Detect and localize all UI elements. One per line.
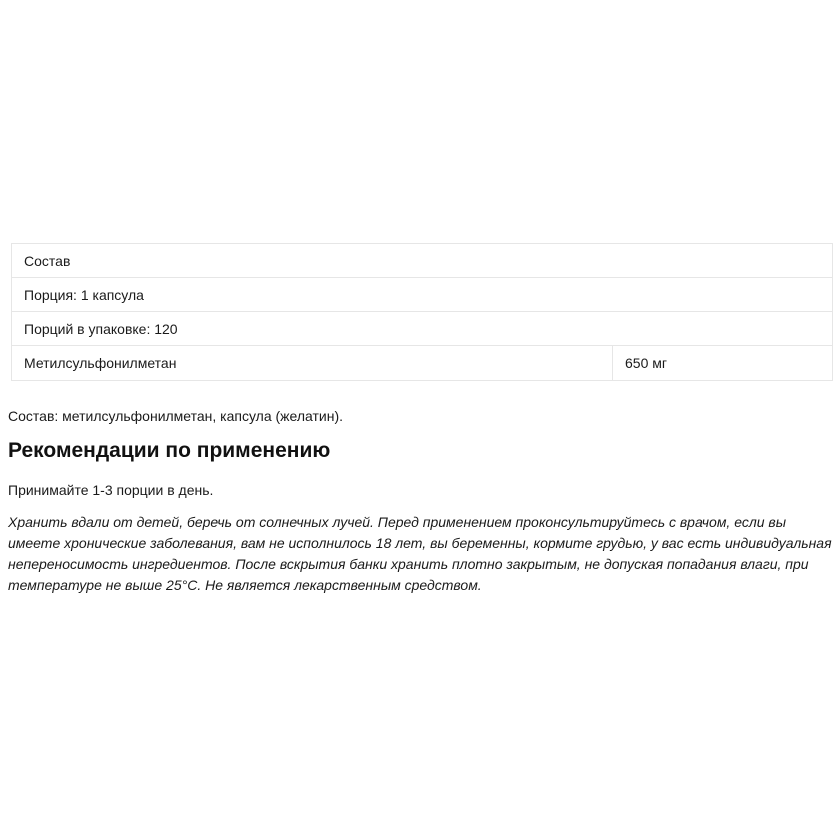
servings-per-container: Порций в упаковке: 120 [24, 321, 178, 337]
usage-heading: Рекомендации по применению [8, 439, 331, 462]
ingredient-name: Метилсульфонилметан [12, 346, 613, 380]
table-row [12, 312, 832, 346]
serving-size: Порция: 1 капсула [24, 287, 144, 303]
supplement-facts-table [11, 243, 833, 381]
composition-text: Состав: метилсульфонилметан, капсула (желатин). [8, 408, 344, 424]
table-row [12, 346, 832, 380]
ingredient-amount: 650 мг [625, 355, 667, 371]
table-row [12, 278, 832, 312]
table-row [12, 244, 832, 278]
dosage-text: Принимайте 1-3 порции в день. [8, 482, 214, 498]
table-header: Состав [24, 253, 71, 269]
warning-text: Хранить вдали от детей, беречь от солнечных лучей. Перед применением проконсультируйтесь с врачом, если вы имеете хронические заболевания, вам не исполнилось 18 лет, вы беременны, кормите грудью, у вас есть индивидуальная непереносимость ингредиентов. После вскрытия банки хранить плотно закрытым, не допуская попадания влаги, при температуре не выше 25°С. Не является лекарственным средством. [8, 514, 832, 593]
